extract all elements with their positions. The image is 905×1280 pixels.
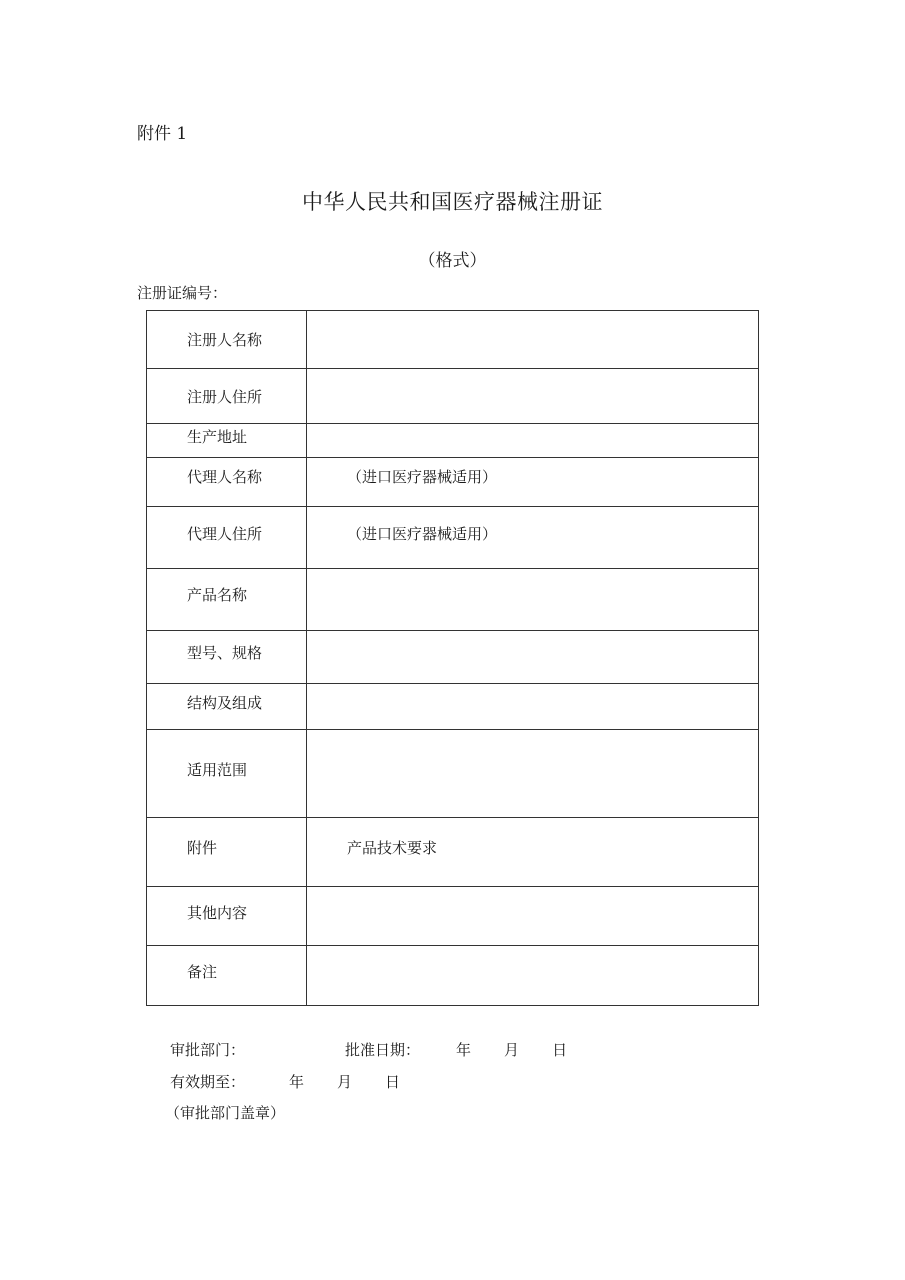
valid-until-line	[170, 1071, 400, 1092]
row-label-scope: 适用范围	[147, 730, 307, 818]
valid-year: 年	[289, 1073, 305, 1091]
attachment-label: 附件 1	[137, 124, 188, 144]
table-row	[147, 424, 759, 458]
approval-line	[170, 1039, 567, 1060]
row-label-model-spec: 型号、规格	[147, 631, 307, 684]
registration-number-label: 注册证编号：	[137, 284, 228, 302]
row-value-other	[307, 887, 759, 946]
table-row	[147, 311, 759, 369]
approval-year: 年	[456, 1041, 472, 1059]
table-row	[147, 569, 759, 631]
row-value-agent-address: （进口医疗器械适用）	[307, 507, 759, 569]
row-label-production-address: 生产地址	[147, 424, 307, 458]
row-value-scope	[307, 730, 759, 818]
table-row	[147, 887, 759, 946]
table-row	[147, 507, 759, 569]
row-value-structure	[307, 684, 759, 730]
approval-date-label: 批准日期：	[345, 1041, 421, 1059]
table-row	[147, 458, 759, 507]
table-row	[147, 730, 759, 818]
approval-month: 月	[504, 1041, 520, 1059]
document-subtitle: （格式）	[418, 251, 487, 271]
row-value-attachment: 产品技术要求	[307, 818, 759, 887]
table-row	[147, 684, 759, 730]
row-value-registrant-name	[307, 311, 759, 369]
row-label-product-name: 产品名称	[147, 569, 307, 631]
seal-note: （审批部门盖章）	[165, 1104, 286, 1122]
row-value-product-name	[307, 569, 759, 631]
document-title: 中华人民共和国医疗器械注册证	[302, 190, 603, 214]
row-label-registrant-address: 注册人住所	[147, 369, 307, 424]
valid-month: 月	[337, 1073, 353, 1091]
table-row	[147, 946, 759, 1006]
approval-dept-label: 审批部门：	[170, 1041, 246, 1059]
row-value-agent-name: （进口医疗器械适用）	[307, 458, 759, 507]
row-label-attachment: 附件	[147, 818, 307, 887]
table-row	[147, 818, 759, 887]
row-label-remarks: 备注	[147, 946, 307, 1006]
row-label-agent-name: 代理人名称	[147, 458, 307, 507]
table-row	[147, 369, 759, 424]
row-label-structure: 结构及组成	[147, 684, 307, 730]
valid-day: 日	[385, 1073, 401, 1091]
row-value-registrant-address	[307, 369, 759, 424]
row-label-agent-address: 代理人住所	[147, 507, 307, 569]
approval-day: 日	[552, 1041, 568, 1059]
row-label-other: 其他内容	[147, 887, 307, 946]
row-value-production-address	[307, 424, 759, 458]
table-row	[147, 631, 759, 684]
row-value-remarks	[307, 946, 759, 1006]
certificate-table	[146, 310, 759, 1006]
valid-until-label: 有效期至：	[170, 1073, 246, 1091]
row-value-model-spec	[307, 631, 759, 684]
row-label-registrant-name: 注册人名称	[147, 311, 307, 369]
